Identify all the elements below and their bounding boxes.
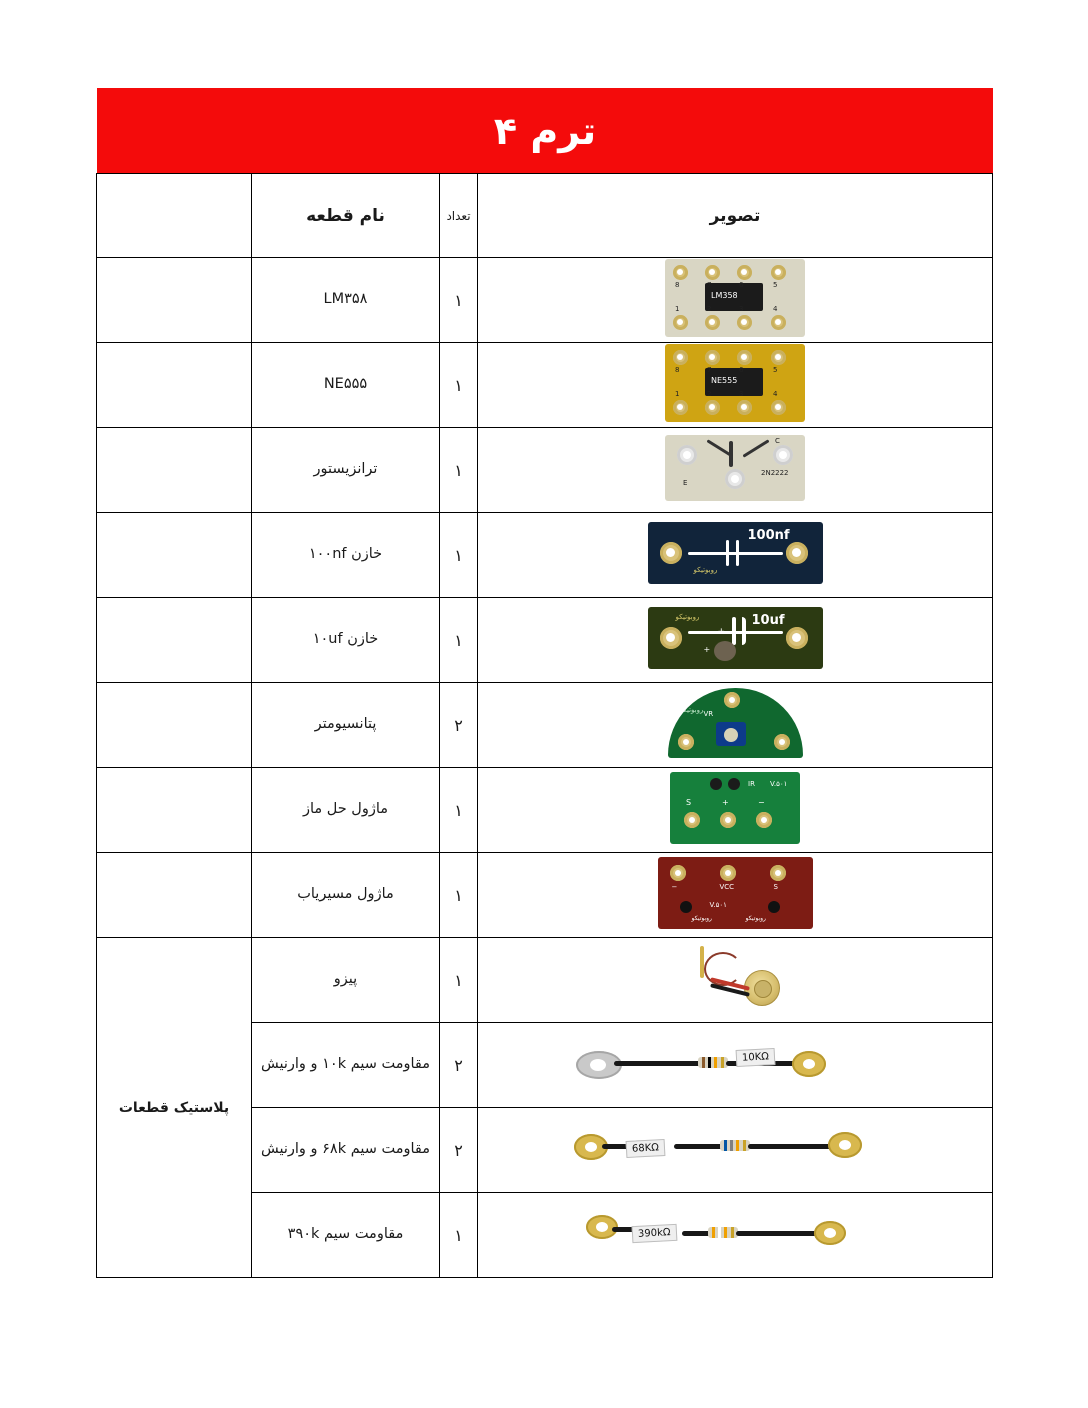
parts-list-page	[97, 88, 993, 1278]
part-quantity: ۱	[440, 258, 478, 343]
table-row	[97, 598, 993, 683]
maze-solver-module-icon: S + − IR V.۵۰۱	[670, 772, 800, 848]
part-quantity: ۱	[440, 768, 478, 853]
note-cell-empty	[97, 683, 252, 768]
part-name: LM۳۵۸	[252, 258, 440, 343]
table-header-row	[97, 174, 993, 258]
part-image-cell	[478, 1023, 993, 1108]
part-quantity: ۱	[440, 853, 478, 938]
part-quantity: ۱	[440, 598, 478, 683]
part-image-cell	[478, 938, 993, 1023]
table-row	[97, 513, 993, 598]
note-cell-empty	[97, 343, 252, 428]
note-cell-empty	[97, 513, 252, 598]
part-image-cell	[478, 598, 993, 683]
part-quantity: ۱	[440, 513, 478, 598]
parts-table	[96, 173, 993, 1278]
part-quantity: ۱	[440, 428, 478, 513]
part-quantity: ۲	[440, 1108, 478, 1193]
part-name: پیزو	[252, 938, 440, 1023]
capacitor-100nf-module-icon: 100nf روبوتیکو	[648, 522, 823, 588]
part-image-cell	[478, 513, 993, 598]
part-image-cell	[478, 1108, 993, 1193]
note-cell-empty	[97, 258, 252, 343]
part-name: خازن ۱۰۰nf	[252, 513, 440, 598]
table-row	[97, 343, 993, 428]
part-name: مقاومت سیم ۶۸k و وارنیش	[252, 1108, 440, 1193]
wire-resistor-68k-icon: 68KΩ	[570, 1120, 900, 1176]
line-follower-module-icon: − VCC S V.۵۰۱ روبوتیکو روبوتیکو	[658, 857, 813, 933]
part-name: ماژول مسیریاب	[252, 853, 440, 938]
part-image-cell	[478, 1193, 993, 1278]
header-note	[97, 174, 252, 258]
note-cell-empty	[97, 853, 252, 938]
part-quantity: ۱	[440, 343, 478, 428]
lm358-module-icon: LM358 8 7 6 5 1 2 3 4	[665, 259, 805, 341]
part-quantity: ۲	[440, 683, 478, 768]
part-name: ترانزیستور	[252, 428, 440, 513]
piezo-buzzer-icon	[670, 940, 800, 1016]
note-cell-empty	[97, 768, 252, 853]
part-quantity: ۱	[440, 938, 478, 1023]
note-cell-empty	[97, 428, 252, 513]
part-image-cell	[478, 343, 993, 428]
part-name: خازن ۱۰uf	[252, 598, 440, 683]
wire-resistor-10k-icon: 10KΩ	[570, 1035, 900, 1091]
table-row	[97, 258, 993, 343]
part-image-cell	[478, 428, 993, 513]
table-row	[97, 938, 993, 1023]
part-image-cell	[478, 258, 993, 343]
transistor-module-icon: 2N2222 E C	[665, 435, 805, 505]
part-name: NE۵۵۵	[252, 343, 440, 428]
part-name: مقاومت سیم ۱۰k و وارنیش	[252, 1023, 440, 1108]
part-quantity: ۲	[440, 1023, 478, 1108]
table-row	[97, 768, 993, 853]
table-row	[97, 428, 993, 513]
part-name: ماژول حل ماز	[252, 768, 440, 853]
part-image-cell	[478, 768, 993, 853]
potentiometer-module-icon: VR روبوتیکو	[668, 688, 803, 762]
part-quantity: ۱	[440, 1193, 478, 1278]
header-name: نام قطعه	[252, 174, 440, 258]
capacitor-10uf-module-icon: 10uf + + روبوتیکو	[648, 607, 823, 673]
header-quantity: تعداد	[440, 174, 478, 258]
page-title-banner	[97, 88, 993, 173]
wire-resistor-390k-icon: 390kΩ	[570, 1205, 900, 1261]
side-note: پلاستیک قطعات	[97, 938, 252, 1278]
ne555-module-icon: NE555 8 7 6 5 1 2 3 4	[665, 344, 805, 426]
note-cell-empty	[97, 598, 252, 683]
table-row	[97, 853, 993, 938]
part-name: پتانسیومتر	[252, 683, 440, 768]
part-image-cell	[478, 683, 993, 768]
part-image-cell	[478, 853, 993, 938]
page-title: ترم ۴	[493, 108, 597, 153]
table-row	[97, 683, 993, 768]
part-name: مقاومت سیم ۳۹۰k	[252, 1193, 440, 1278]
header-image: تصویر	[478, 174, 993, 258]
